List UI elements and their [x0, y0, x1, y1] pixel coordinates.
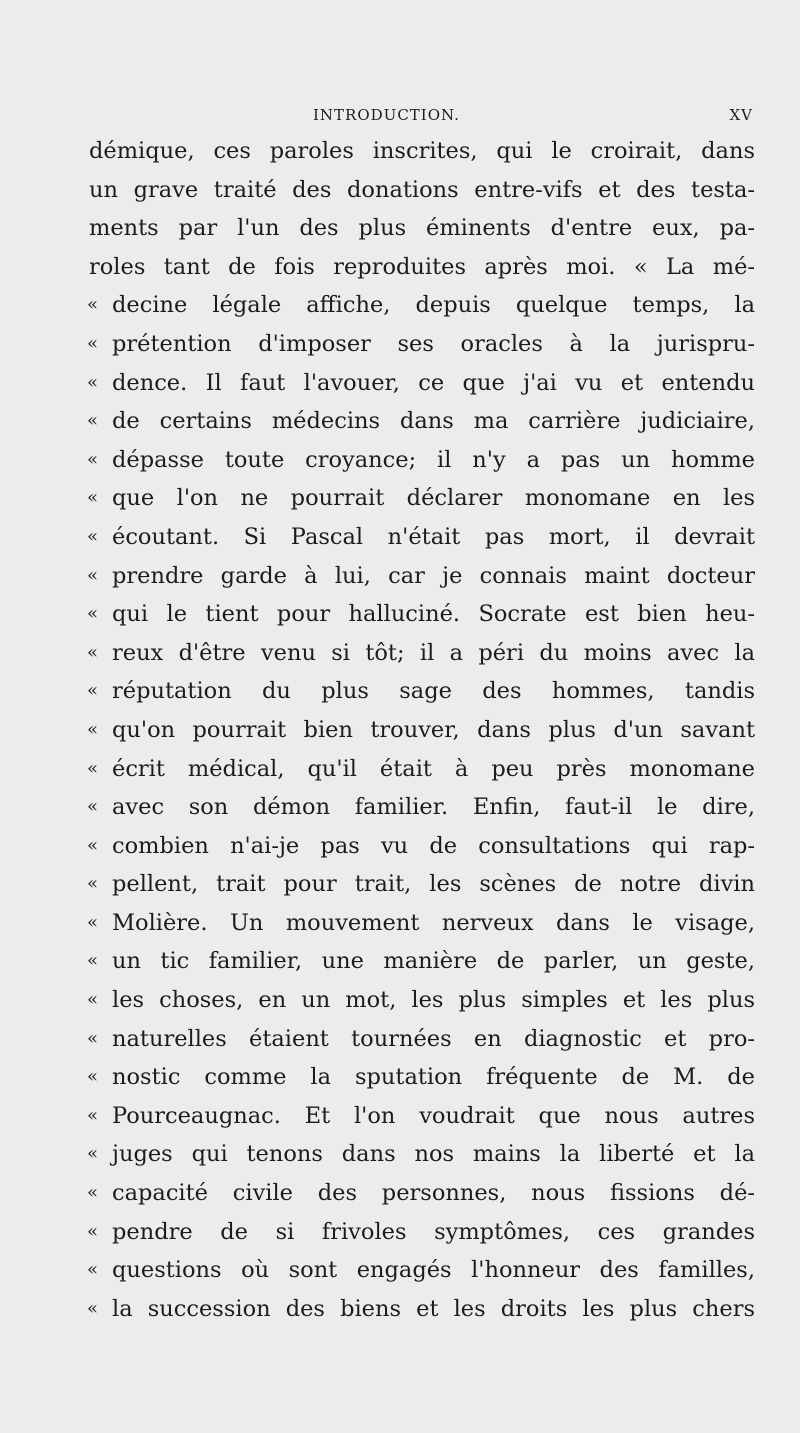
text-line — [0, 711, 800, 750]
line-text: qu'on pourrait bien trouver, dans plus d'un savant — [112, 716, 755, 743]
text-line — [0, 1174, 800, 1213]
quote-mark: « — [87, 410, 99, 432]
line-text: questions où sont engagés l'honneur des familles, — [112, 1257, 755, 1284]
text-line — [0, 750, 800, 789]
line-text: juges qui tenons dans nos mains la liberté et la — [112, 1141, 755, 1168]
text-line — [0, 1213, 800, 1252]
text-line — [0, 595, 800, 634]
text-line — [0, 557, 800, 596]
line-text: un tic familier, une manière de parler, un geste, — [112, 948, 755, 975]
running-head-title: INTRODUCTION. — [313, 106, 460, 124]
text-line — [0, 1020, 800, 1059]
running-head — [88, 106, 753, 130]
quote-mark: « — [87, 1066, 99, 1088]
line-text: pendre de si frivoles symptômes, ces grandes — [112, 1218, 755, 1245]
line-text: de certains médecins dans ma carrière judiciaire, — [112, 408, 755, 435]
quote-mark: « — [87, 873, 99, 895]
quote-mark: « — [87, 680, 99, 702]
quote-mark: « — [87, 1259, 99, 1281]
line-text: decine légale affiche, depuis quelque temps, la — [112, 292, 755, 319]
text-line — [0, 788, 800, 827]
quote-mark: « — [87, 718, 99, 740]
text-line — [0, 1290, 800, 1329]
text-line — [0, 325, 800, 364]
text-line — [0, 904, 800, 943]
quote-mark: « — [87, 448, 99, 470]
line-text: capacité civile des personnes, nous fissions dé- — [112, 1180, 755, 1207]
line-text: nostic comme la sputation fréquente de M. de — [112, 1064, 755, 1091]
quote-mark: « — [87, 1297, 99, 1319]
text-line — [0, 1251, 800, 1290]
quote-mark: « — [87, 487, 99, 509]
quote-mark: « — [87, 911, 99, 933]
quote-mark: « — [87, 1220, 99, 1242]
line-text: écrit médical, qu'il était à peu près monomane — [112, 755, 755, 782]
text-line — [0, 441, 800, 480]
quote-mark: « — [87, 641, 99, 663]
quote-mark: « — [87, 371, 99, 393]
quote-mark: « — [87, 603, 99, 625]
line-text: dence. Il faut l'avouer, ce que j'ai vu et entendu — [112, 369, 755, 396]
line-text: reux d'être venu si tôt; il a péri du moins avec la — [112, 639, 755, 666]
line-text: la succession des biens et les droits les plus chers — [112, 1295, 755, 1322]
text-line — [0, 364, 800, 403]
quote-mark: « — [87, 332, 99, 354]
quote-mark: « — [87, 1143, 99, 1165]
quote-mark: « — [87, 525, 99, 547]
text-line — [0, 827, 800, 866]
text-line — [0, 286, 800, 325]
text-line — [0, 209, 800, 248]
text-line — [0, 171, 800, 210]
text-line — [0, 942, 800, 981]
text-line — [0, 1058, 800, 1097]
quote-mark: « — [87, 1182, 99, 1204]
text-line — [0, 1135, 800, 1174]
line-text: qui le tient pour halluciné. Socrate est bien heu- — [112, 601, 755, 628]
line-text: avec son démon familier. Enfin, faut-il le dire, — [112, 794, 755, 821]
text-line — [0, 132, 800, 171]
line-text: Pourceaugnac. Et l'on voudrait que nous autres — [112, 1102, 755, 1129]
line-text: dépasse toute croyance; il n'y a pas un homme — [112, 446, 755, 473]
text-line — [0, 1097, 800, 1136]
line-text: réputation du plus sage des hommes, tandis — [112, 678, 755, 705]
line-text: naturelles étaient tournées en diagnostic et pro- — [112, 1025, 755, 1052]
text-line — [0, 248, 800, 287]
page-number: XV — [729, 106, 753, 124]
line-text: écoutant. Si Pascal n'était pas mort, il devrait — [112, 523, 755, 550]
text-line — [0, 672, 800, 711]
line-text: Molière. Un mouvement nerveux dans le visage, — [112, 909, 755, 936]
text-line — [0, 518, 800, 557]
body-text — [0, 132, 800, 1328]
line-text: un grave traité des donations entre-vifs et des testa- — [89, 176, 755, 203]
line-text: combien n'ai-je pas vu de consultations qui rap- — [112, 832, 755, 859]
line-text: roles tant de fois reproduites après moi. « La mé- — [89, 253, 755, 280]
line-text: les choses, en un mot, les plus simples et les plus — [112, 987, 755, 1014]
quote-mark: « — [87, 834, 99, 856]
quote-mark: « — [87, 564, 99, 586]
text-line — [0, 479, 800, 518]
text-line — [0, 402, 800, 441]
line-text: que l'on ne pourrait déclarer monomane en les — [112, 485, 755, 512]
quote-mark: « — [87, 1104, 99, 1126]
quote-mark: « — [87, 950, 99, 972]
line-text: prétention d'imposer ses oracles à la jurispru- — [112, 330, 755, 357]
line-text: pellent, trait pour trait, les scènes de notre divin — [112, 871, 755, 898]
quote-mark: « — [87, 294, 99, 316]
quote-mark: « — [87, 796, 99, 818]
line-text: prendre garde à lui, car je connais maint docteur — [112, 562, 755, 589]
line-text: démique, ces paroles inscrites, qui le croirait, dans — [89, 138, 755, 164]
quote-mark: « — [87, 989, 99, 1011]
quote-mark: « — [87, 1027, 99, 1049]
text-line — [0, 634, 800, 673]
quote-mark: « — [87, 757, 99, 779]
line-text: ments par l'un des plus éminents d'entre eux, pa- — [89, 215, 755, 242]
text-line — [0, 981, 800, 1020]
text-line — [0, 865, 800, 904]
